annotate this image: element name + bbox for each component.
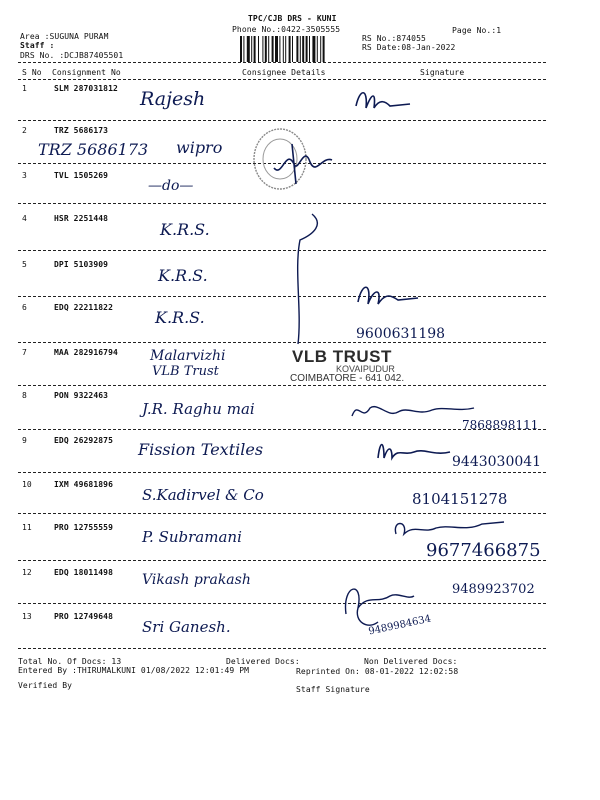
row-sno: 4 [22,214,27,223]
row-note-handwriting: VLB Trust [152,364,219,379]
barcode-bar [285,36,286,62]
signature-9 [374,438,454,464]
row-consignee-handwriting: K.R.S. [158,266,208,285]
row-consignee-handwriting: TRZ 5686173 [38,140,149,159]
row-consignment: PRO 12755559 [54,523,113,532]
barcode-bar [251,36,252,62]
barcode-bar [254,36,256,62]
signature-11 [390,516,510,542]
row-consignee-handwriting: K.R.S. [160,220,210,239]
row-consignee-handwriting: Vikash prakash [142,572,251,588]
row-divider [18,250,546,251]
document-title: TPC/CJB DRS - KUNI [248,14,337,23]
barcode-bar [243,36,244,62]
signature-6 [352,278,422,312]
drs-number: DRS No. :DCJB87405501 [20,51,124,60]
rs-date: RS Date:08-Jan-2022 [362,43,456,52]
barcode-bar [312,36,315,62]
signature-8 [348,398,478,424]
row-sno: 2 [22,126,27,135]
entered-by: Entered By :THIRUMALKUNI 01/08/2022 12:01:49 PM [18,666,250,675]
barcode-bar [265,36,267,62]
row-note-handwriting: 9600631198 [356,326,446,342]
barcode-bar [292,36,293,62]
row-sno: 5 [22,260,27,269]
barcode-bar [300,36,301,62]
signature-12 [338,574,418,634]
stamp-name: VLB TRUST [292,347,392,366]
signature-2 [270,138,340,188]
phone-number: Phone No.:0422-3505555 [232,25,341,34]
barcode [240,36,354,62]
barcode-bar [247,36,250,62]
row-consignment: EDQ 26292875 [54,436,113,445]
delivered-docs: Delivered Docs: [226,657,300,666]
column-sno: S No [22,68,42,77]
barcode-bar [317,36,318,62]
long-stroke [284,210,334,350]
barcode-bar [306,36,308,62]
verified-by: Verified By [18,681,73,690]
barcode-bar [302,36,304,62]
row-consignment: EDQ 22211822 [54,303,113,312]
row-note-handwriting: 7868898111 [462,418,539,432]
total-docs: Total No. Of Docs: 13 [18,657,122,666]
row-consignment: IXM 49681896 [54,480,113,489]
row-sno: 7 [22,348,27,357]
row-sno: 12 [22,568,32,577]
barcode-bar [296,36,298,62]
staff-signature: Staff Signature [296,685,370,694]
row-sno: 10 [22,480,32,489]
row-consignment: TRZ 5686173 [54,126,109,135]
barcode-bar [320,36,321,62]
row-divider [18,120,546,121]
row-divider [18,296,546,297]
stamp-line-2: KOVAIPUDUR [336,364,395,374]
rs-number: RS No.:874055 [362,34,426,43]
row-note-handwriting: 9489923702 [452,582,535,597]
row-sno: 11 [22,523,32,532]
barcode-bar [323,36,325,62]
row-note-handwriting: wipro [176,138,223,157]
row-consignee-handwriting: —do— [148,178,194,194]
row-sno: 8 [22,391,27,400]
row-sno: 3 [22,171,27,180]
row-consignment: DPI 5103909 [54,260,109,269]
row-divider [18,513,546,514]
barcode-bar [240,36,242,62]
barcode-bar [275,36,278,62]
row-consignee-handwriting: S.Kadirvel & Co [142,486,264,504]
columns-divider [18,79,546,80]
row-consignment: MAA 282916794 [54,348,118,357]
row-consignee-handwriting: P. Subramani [142,528,242,546]
row-sno: 9 [22,436,27,445]
row-consignee-handwriting: Sri Ganesh. [142,618,231,636]
row-consignee-handwriting: Malarvizhi [150,348,226,364]
barcode-bar [268,36,269,62]
row-sno: 13 [22,612,32,621]
row-consignment: HSR 2251448 [54,214,109,223]
stamp-line-3: COIMBATORE - 641 042. [290,373,405,384]
barcode-bar [283,36,284,62]
area-label: Area :SUGUNA PURAM [20,32,109,41]
row-consignee-handwriting: Fission Textiles [138,440,264,459]
row-divider [18,560,546,561]
column-signature: Signature [420,68,465,77]
staff-label: Staff : [20,41,55,50]
column-consignee: Consignee Details [242,68,326,77]
barcode-bar [272,36,274,62]
row-consignee-handwriting: J.R. Raghu mai [142,400,255,418]
row-divider [18,203,546,204]
row-consignment: PON 9322463 [54,391,109,400]
row-note-handwriting: 9489984634 [367,613,433,638]
row-divider [18,342,546,343]
column-consignment: Consignment No [52,68,121,77]
header-divider [18,62,546,63]
row-note-handwriting: 9677466875 [426,540,541,561]
row-consignment: EDQ 18011498 [54,568,113,577]
row-consignee-handwriting: K.R.S. [155,308,205,327]
row-divider [18,472,546,473]
barcode-bar [258,36,259,62]
row-consignment: SLM 287031812 [54,84,118,93]
row-consignee-handwriting: Rajesh [140,88,206,110]
barcode-bar [309,36,310,62]
row-note-handwriting: 8104151278 [412,490,508,508]
signature-1 [350,86,420,116]
barcode-bar [289,36,291,62]
page-number: Page No.:1 [452,26,502,35]
row-consignment: PRO 12749648 [54,612,113,621]
row-sno: 6 [22,303,27,312]
row-divider [18,385,546,386]
row-note-handwriting: 9443030041 [452,454,542,470]
barcode-bar [262,36,263,62]
row-divider [18,648,546,649]
row-consignment: TVL 1505269 [54,171,109,180]
row-divider [18,603,546,604]
reprinted-on: Reprinted On: 08-01-2022 12:02:58 [296,667,459,676]
barcode-bar [279,36,280,62]
non-delivered-docs: Non Delivered Docs: [364,657,458,666]
row-divider [18,429,546,430]
row-sno: 1 [22,84,27,93]
